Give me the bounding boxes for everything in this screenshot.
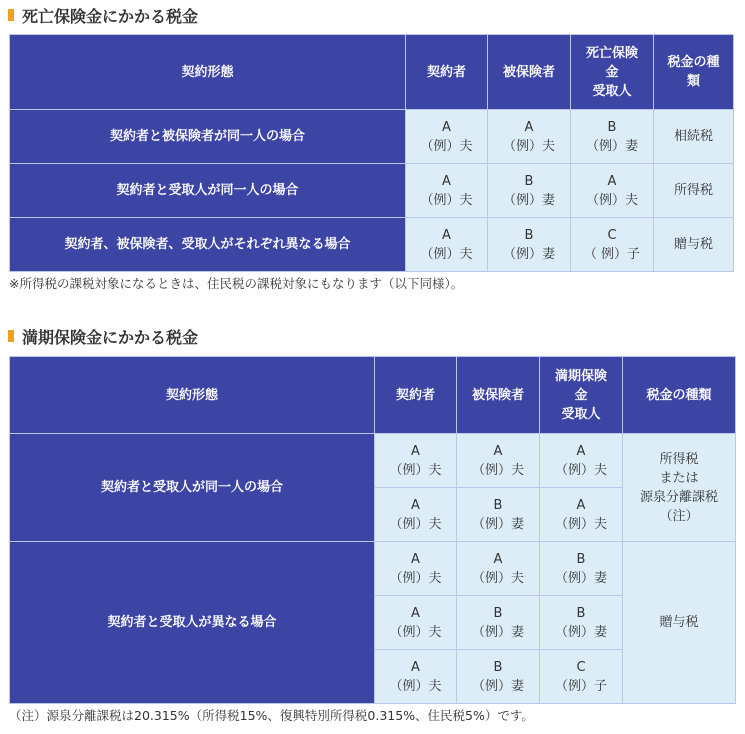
contractor-cell: A （例）夫 <box>375 488 457 542</box>
group-label: 契約者と受取人が同一人の場合 <box>10 434 375 542</box>
tax-cell: 贈与税 <box>654 218 734 272</box>
table-row <box>10 434 736 488</box>
section1-title-text: 死亡保険金にかかる税金 <box>22 6 199 26</box>
beneficiary-cell: C （例）子 <box>540 650 623 704</box>
section-marker-icon <box>8 330 14 342</box>
maturity-benefit-tax-table <box>9 356 736 704</box>
contractor-cell: A （例）夫 <box>375 650 457 704</box>
contractor-cell: A （例）夫 <box>375 596 457 650</box>
tax-cell: 所得税 または 源泉分離課税 （注） <box>623 434 736 542</box>
contractor-cell: A （例）夫 <box>375 434 457 488</box>
section1-note: ※所得税の課税対象になるときは、住民税の課税対象にもなります（以下同様）。 <box>9 276 464 291</box>
insured-cell: A （例）夫 <box>457 542 540 596</box>
contractor-cell: A （例）夫 <box>375 542 457 596</box>
death-benefit-tax-table <box>9 34 734 272</box>
tax-cell: 所得税 <box>654 164 734 218</box>
header-insured: 被保険者 <box>488 35 571 110</box>
section1-title <box>8 3 198 27</box>
header-tax: 税金の種 類 <box>654 35 734 110</box>
beneficiary-cell: A （例）夫 <box>540 488 623 542</box>
insured-cell: B （例）妻 <box>488 218 571 272</box>
group-label: 契約者と受取人が異なる場合 <box>10 542 375 704</box>
row-label: 契約者と被保険者が同一人の場合 <box>10 110 406 164</box>
beneficiary-cell: B （例）妻 <box>571 110 654 164</box>
beneficiary-cell: B （例）妻 <box>540 542 623 596</box>
section2-note: （注）源泉分離課税は20.315%（所得税15%、復興特別所得税0.315%、住民税5%）です。 <box>9 708 534 723</box>
table-row <box>10 164 734 218</box>
beneficiary-cell: A （例）夫 <box>540 434 623 488</box>
table-row <box>10 218 734 272</box>
header-contractor: 契約者 <box>406 35 488 110</box>
insured-cell: B （例）妻 <box>457 488 540 542</box>
contractor-cell: A （例）夫 <box>406 110 488 164</box>
tax-cell: 贈与税 <box>623 542 736 704</box>
header-beneficiary: 死亡保険 金 受取人 <box>571 35 654 110</box>
table-row <box>10 542 736 596</box>
header-tax: 税金の種類 <box>623 357 736 434</box>
row-label: 契約者、被保険者、受取人がそれぞれ異なる場合 <box>10 218 406 272</box>
header-contractor: 契約者 <box>375 357 457 434</box>
section2-title <box>8 324 198 348</box>
section-marker-icon <box>8 9 14 21</box>
insured-cell: A （例）夫 <box>488 110 571 164</box>
contractor-cell: A （例）夫 <box>406 164 488 218</box>
beneficiary-cell: B （例）妻 <box>540 596 623 650</box>
header-form: 契約形態 <box>10 35 406 110</box>
insured-cell: B （例）妻 <box>457 596 540 650</box>
beneficiary-cell: C （ 例）子 <box>571 218 654 272</box>
row-label: 契約者と受取人が同一人の場合 <box>10 164 406 218</box>
header-insured: 被保険者 <box>457 357 540 434</box>
contractor-cell: A （例）夫 <box>406 218 488 272</box>
insured-cell: B （例）妻 <box>457 650 540 704</box>
header-beneficiary: 満期保険 金 受取人 <box>540 357 623 434</box>
header-form: 契約形態 <box>10 357 375 434</box>
beneficiary-cell: A （例）夫 <box>571 164 654 218</box>
tax-cell: 相続税 <box>654 110 734 164</box>
table-row <box>10 110 734 164</box>
insured-cell: A （例）夫 <box>457 434 540 488</box>
insured-cell: B （例）妻 <box>488 164 571 218</box>
section2-title-text: 満期保険金にかかる税金 <box>22 327 199 347</box>
